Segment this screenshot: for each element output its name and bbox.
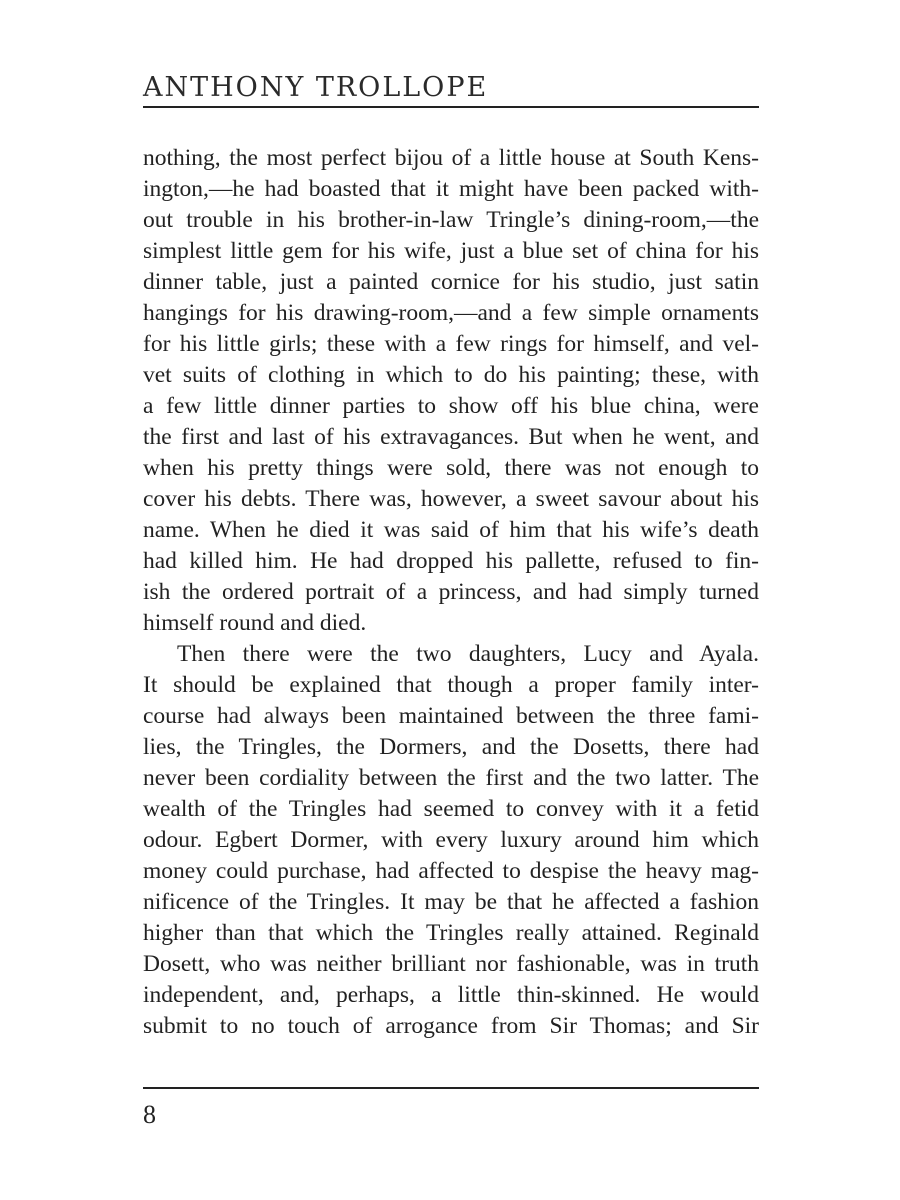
text-line: vet suits of clothing in which to do his painting; these, with bbox=[143, 362, 759, 388]
text-line: nificence of the Tringles. It may be that he affected a fashion bbox=[143, 889, 759, 915]
text-line: course had always been maintained between the three fami- bbox=[143, 703, 759, 729]
text-line: dinner table, just a painted cornice for his studio, just satin bbox=[143, 269, 759, 295]
paragraph-1 bbox=[143, 143, 759, 639]
header-rule bbox=[143, 106, 759, 108]
text-line: simplest little gem for his wife, just a blue set of china for his bbox=[143, 238, 759, 264]
text-line: had killed him. He had dropped his pallette, refused to fin- bbox=[143, 548, 759, 574]
text-line: cover his debts. There was, however, a sweet savour about his bbox=[143, 486, 759, 512]
text-line: when his pretty things were sold, there was not enough to bbox=[143, 455, 759, 481]
text-line: himself round and died. bbox=[143, 610, 367, 636]
footer-rule bbox=[143, 1087, 759, 1089]
text-line: Dosett, who was neither brilliant nor fashionable, was in truth bbox=[143, 951, 759, 977]
running-head: ANTHONY TROLLOPE bbox=[143, 72, 489, 103]
text-line: ington,—he had boasted that it might have been packed with- bbox=[143, 176, 759, 202]
paragraph-2 bbox=[143, 639, 759, 1042]
text-line: independent, and, perhaps, a little thin-skinned. He would bbox=[143, 982, 759, 1008]
text-line: lies, the Tringles, the Dormers, and the Dosetts, there had bbox=[143, 734, 759, 760]
page-number: 8 bbox=[143, 1100, 156, 1129]
text-line: higher than that which the Tringles really attained. Reginald bbox=[143, 920, 759, 946]
text-line: out trouble in his brother-in-law Tringle’s dining-room,—the bbox=[143, 207, 759, 233]
text-line: It should be explained that though a proper family inter- bbox=[143, 672, 759, 698]
text-line: hangings for his drawing-room,—and a few simple ornaments bbox=[143, 300, 759, 326]
text-line: odour. Egbert Dormer, with every luxury around him which bbox=[143, 827, 759, 853]
text-line: nothing, the most perfect bijou of a little house at South Kens- bbox=[143, 145, 759, 171]
text-line: for his little girls; these with a few rings for himself, and vel- bbox=[143, 331, 759, 357]
text-line: money could purchase, had affected to despise the heavy mag- bbox=[143, 858, 759, 884]
text-line: the first and last of his extravagances. But when he went, and bbox=[143, 424, 759, 450]
text-line: a few little dinner parties to show off his blue china, were bbox=[143, 393, 759, 419]
text-line: name. When he died it was said of him that his wife’s death bbox=[143, 517, 759, 543]
body-text bbox=[143, 143, 759, 1042]
text-line: Then there were the two daughters, Lucy and Ayala. bbox=[177, 641, 759, 667]
text-line: never been cordiality between the first and the two latter. The bbox=[143, 765, 759, 791]
text-line: submit to no touch of arrogance from Sir Thomas; and Sir bbox=[143, 1013, 759, 1039]
text-line: wealth of the Tringles had seemed to convey with it a fetid bbox=[143, 796, 759, 822]
text-line: ish the ordered portrait of a princess, and had simply turned bbox=[143, 579, 759, 605]
